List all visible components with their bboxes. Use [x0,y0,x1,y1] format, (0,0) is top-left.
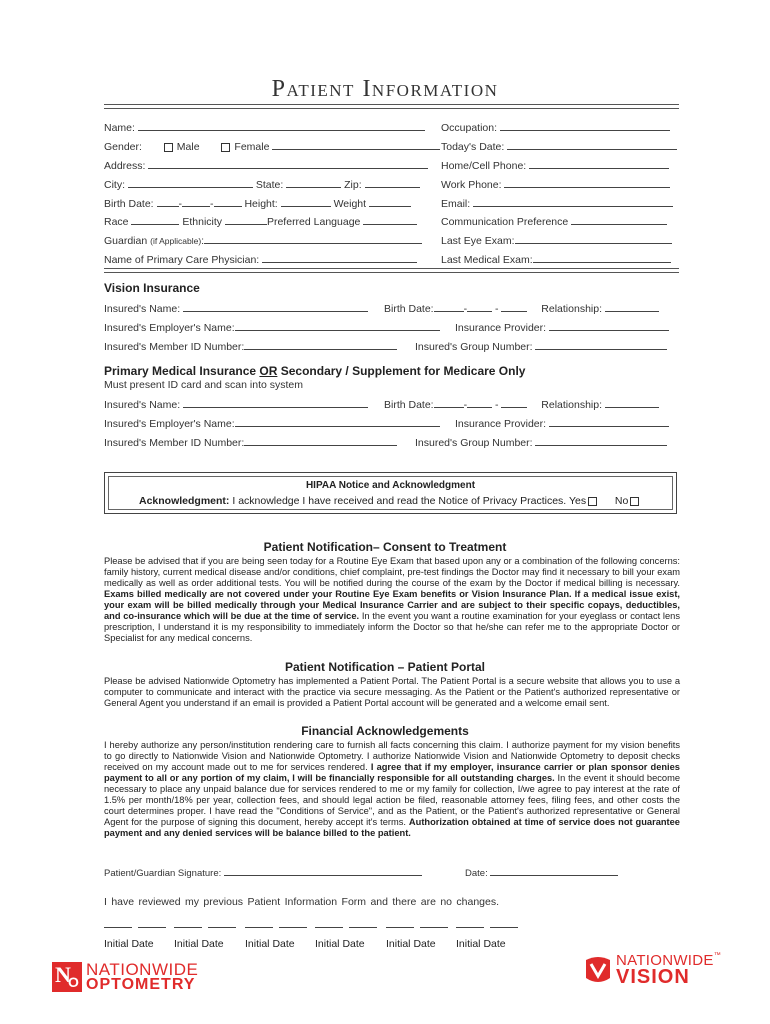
consent-text1: Please be advised that if you are being seen today for a Routine Eye Exam that based upon any or a combination of the following concerns: family history, current medical disease and/or conditions, chief complaint, pre-test findings the Doctor may find it necessary to bill your exam medically as well as order additional tests. You will be notified during the course of the exam by the Doctor if medical billing is necessary. [104,556,680,588]
last-eye-exam-label: Last Eye Exam: [441,235,515,247]
consent-bold1: Exams billed medically are not covered under your Routine Eye Exam benefits or Vision Insurance Plan. If a medical issue exist, your exam will be billed medically through your Medical Insurance Carrier and are subject to their specific copays, deductibles, and co-insurance which will be due at the time of service. [104,589,680,621]
guardian-label: Guardian [104,235,148,247]
title-divider [104,104,679,109]
medical-group-number-label: Insured's Group Number: [415,437,533,449]
initial-field[interactable] [456,917,484,928]
hipaa-no-checkbox[interactable] [630,497,639,506]
initials-area [104,915,534,950]
name-label: Name: [104,122,135,134]
vision-birth-day-field[interactable] [467,301,492,312]
date-label: Date [131,938,154,950]
financial-text2: In the event it should become necessary to place any unpaid balance due for services rendered to me or my family for collection, I/we agree to pay interest at the rate of 1.5% per month/18% per year, collection fees, and should legal action be filed, reasonable attorney fees, filing fees, and other costs the court determines proper. I have read the "Conditions of Service", and as the Patient, or the Patient's authorized representative or General Agent for the purpose of signing this document, hereby accept it's terms. [104,773,680,827]
initial-block [245,915,307,950]
todays-date-row [441,139,677,153]
hipaa-yes-label: Yes [568,495,587,507]
occupation-row [441,120,670,134]
vision-birth-month-field[interactable] [434,301,464,312]
medical-heading-or: OR [259,364,278,378]
vision-member-id-field[interactable] [244,339,397,350]
financial-heading: Financial Acknowledgements [301,724,469,738]
birth-date-label: Birth Date: [104,198,154,210]
home-cell-row [441,158,669,172]
financial-text1: I hereby authorize any person/institution rendering care to furnish all facts concerning this claim. I authorize payment for my vision benefits to go directly to Nationwide Vision and Nationwide Optometry. I authorize Nationwide Vision and Nationwide Optometry to deposit checks received on my account made out to me for services rendered. [104,740,680,772]
portal-heading: Patient Notification – Patient Portal [284,660,486,674]
guardian-row: Guardian (if Applicable): [104,233,422,247]
medical-employer-label: Insured's Employer's Name: [104,418,235,430]
vision-relationship-label: Relationship: [541,303,602,315]
todays-date-field[interactable] [507,139,677,150]
medical-relationship-field[interactable] [605,397,659,408]
medical-insured-name-label: Insured's Name: [104,399,181,411]
date-field[interactable] [208,917,236,928]
optometry-monogram-icon [52,962,82,992]
vision-birth-year-field[interactable] [501,301,527,312]
initial-label: Initial [456,938,481,950]
hipaa-no-label: No [614,495,629,507]
occupation-label: Occupation: [441,122,498,134]
initial-block [174,915,236,950]
patient-divider [104,268,679,273]
home-cell-label: Home/Cell Phone: [441,160,527,172]
financial-bold1: I agree that if my employer, insurance carrier or plan sponsor denies payment to all or any portion of my claim, I will be financially responsible for all outstanding charges. [104,762,680,783]
nationwide-vision-logo [584,952,722,988]
date-label: Date [483,938,506,950]
state-label: State: [255,179,284,191]
height-label: Height: [244,198,278,210]
date-field[interactable] [420,917,448,928]
male-checkbox[interactable] [164,143,173,152]
guardian-field[interactable] [204,233,422,244]
address-row [104,158,428,172]
monogram-o: O [68,974,79,990]
signature-row [104,865,422,879]
occupation-field[interactable] [500,120,670,131]
signature-label: Patient/Guardian Signature: [104,868,222,879]
hipaa-box [104,472,677,514]
medical-heading-part2: Secondary / Supplement for Medicare Only [277,364,526,378]
medical-group-number-row [415,435,667,449]
date-label: Date [413,938,436,950]
date-field[interactable] [138,917,166,928]
last-eye-exam-field[interactable] [515,233,672,244]
vision-provider-field[interactable] [549,320,669,331]
last-medical-exam-row [441,252,671,266]
initial-block [456,915,518,950]
last-eye-exam-row [441,233,672,247]
todays-date-label: Today's Date: [441,141,505,153]
address-label: Address: [104,160,146,172]
birth-day-field[interactable] [182,196,210,207]
female-label: Female [234,141,270,153]
initial-field[interactable] [315,917,343,928]
physician-row [104,252,417,266]
address-field[interactable] [148,158,428,169]
initial-field[interactable] [245,917,273,928]
financial-bold2: Authorization obtained at time of service does not guarantee payment and any denied services will be balance billed to the patient. [104,817,680,838]
medical-provider-field[interactable] [549,416,669,427]
vision-insured-name-row [104,301,368,315]
initial-field[interactable] [386,917,414,928]
signature-date-label: Date: [465,868,488,879]
vision-birth-date-row: Birth Date: - - Relationship: [384,301,659,315]
initial-label: Initial [245,938,270,950]
medical-member-id-row [104,435,397,449]
hipaa-yes-checkbox[interactable] [588,497,597,506]
medical-group-number-field[interactable] [535,435,667,446]
initial-block [315,915,377,950]
race-label: Race [104,216,129,228]
medical-member-id-field[interactable] [244,435,397,446]
vision-member-id-row [104,339,397,353]
financial-paragraph [104,740,680,839]
race-row [104,214,417,228]
signature-field[interactable] [224,865,422,876]
last-medical-exam-label: Last Medical Exam: [441,254,533,266]
medical-relationship-label: Relationship: [541,399,602,411]
zip-field[interactable] [365,177,420,188]
medical-provider-row [455,416,669,430]
date-label: Date [272,938,295,950]
vision-group-number-label: Insured's Group Number: [415,341,533,353]
ethnicity-field[interactable] [225,214,267,225]
city-label: City: [104,179,125,191]
medical-insured-name-row [104,397,368,411]
email-row [441,196,673,210]
date-field[interactable] [279,917,307,928]
initial-label: Initial [174,938,199,950]
hipaa-ack-row [139,495,643,507]
medical-insured-name-field[interactable] [183,397,368,408]
vision-employer-label: Insured's Employer's Name: [104,322,235,334]
monogram-n: N [55,962,71,987]
date-field[interactable] [490,917,518,928]
medical-employer-field[interactable] [235,416,440,427]
work-phone-row [441,177,670,191]
female-checkbox[interactable] [221,143,230,152]
email-label: Email: [441,198,471,210]
birth-month-field[interactable] [157,196,179,207]
medical-insurance-heading [104,364,525,378]
signature-date-field[interactable] [490,865,618,876]
date-label: Date [201,938,224,950]
vision-insured-name-label: Insured's Name: [104,303,181,315]
medical-birth-year-field[interactable] [501,397,527,408]
medical-birth-date-label: Birth Date: [384,399,434,411]
hipaa-ack-text: I acknowledge I have received and read the Notice of Privacy Practices. [229,495,567,507]
preferred-language-label: Preferred Language [266,216,361,228]
medical-birth-day-field[interactable] [467,397,492,408]
initial-field[interactable] [104,917,132,928]
weight-field[interactable] [369,196,411,207]
preferred-language-field[interactable] [363,214,417,225]
review-statement: I have reviewed my previous Patient Information Form and there are no changes. [104,896,500,908]
work-phone-field[interactable] [504,177,670,188]
initial-block [386,915,448,950]
vision-insurance-heading: Vision Insurance [104,281,200,295]
physician-label: Name of Primary Care Physician: [104,254,260,266]
consent-heading: Patient Notification– Consent to Treatment [263,540,507,554]
name-row [104,120,425,134]
initial-label: Initial [104,938,129,950]
medical-employer-row [104,416,440,430]
page-title: Patient Information [271,76,499,102]
vision-group-number-row [415,339,667,353]
signature-date-row [465,865,618,879]
vision-birth-date-label: Birth Date: [384,303,434,315]
initial-label: Initial [315,938,340,950]
zip-label: Zip: [344,179,362,191]
vision-line2: VISION [616,966,690,988]
email-field[interactable] [473,196,673,207]
gender-row [104,139,440,153]
home-cell-field[interactable] [529,158,669,169]
date-label: Date [342,938,365,950]
gender-field[interactable] [272,139,440,150]
physician-field[interactable] [262,252,417,263]
communication-pref-label: Communication Preference [441,216,569,228]
city-field[interactable] [128,177,253,188]
consent-paragraph [104,556,680,644]
medical-provider-label: Insurance Provider: [455,418,547,430]
initial-field[interactable] [174,917,202,928]
vision-member-id-label: Insured's Member ID Number: [104,341,245,353]
city-row [104,177,420,191]
birth-year-field[interactable] [214,196,242,207]
last-medical-exam-field[interactable] [533,252,671,263]
vision-group-number-field[interactable] [535,339,667,350]
vision-provider-label: Insurance Provider: [455,322,547,334]
vision-employer-row [104,320,440,334]
medical-heading-part1: Primary Medical Insurance [104,364,260,378]
birth-date-row: Birth Date: - - Height: Weight [104,196,411,210]
hipaa-title: HIPAA Notice and Acknowledgment [305,480,476,491]
date-field[interactable] [349,917,377,928]
weight-label: Weight [333,198,367,210]
optometry-line2: OPTOMETRY [86,976,196,993]
guardian-note: (if Applicable) [150,236,202,246]
height-field[interactable] [281,196,331,207]
vision-line1-text: NATIONWIDE [616,952,714,969]
state-field[interactable] [286,177,341,188]
vision-tm: ™ [713,952,722,959]
medical-birth-month-field[interactable] [434,397,464,408]
work-phone-label: Work Phone: [441,179,502,191]
portal-paragraph: Please be advised Nationwide Optometry has implemented a Patient Portal. The Patient Portal is a secure website that allows you to use a computer to communicate and interact with the practice via secure messaging. As the Patient or the Patient's authorized representative or General Agent you understand if an email is provided a Patient Portal account will be generated and a welcome email sent. [104,676,680,708]
initial-label: Initial [386,938,411,950]
consent-text2: In the event you want a routine examination for your eyeglass or contact lens prescription, I understand it is my responsibility to immediately inform the Doctor so that he/she can refer me to the appropriate Doctor or Specialist for any medical concerns. [104,611,680,643]
race-field[interactable] [131,214,179,225]
vision-employer-field[interactable] [235,320,440,331]
vision-insured-name-field[interactable] [183,301,368,312]
medical-birth-date-row: Birth Date: - - Relationship: [384,397,659,411]
ethnicity-label: Ethnicity [182,216,223,228]
communication-pref-field[interactable] [571,214,667,225]
vision-provider-row [455,320,669,334]
communication-row [441,214,667,228]
vision-relationship-field[interactable] [605,301,659,312]
hipaa-ack-label: Acknowledgment: [139,495,230,507]
male-label: Male [176,141,200,153]
optometry-line1: NATIONWIDE [86,960,199,979]
medical-member-id-label: Insured's Member ID Number: [104,437,245,449]
name-field[interactable] [138,120,425,131]
gender-label: Gender: [104,141,142,153]
medical-subheading: Must present ID card and scan into system [104,379,304,391]
nationwide-optometry-logo [52,960,212,994]
initial-block [104,915,166,950]
vision-emblem-icon [584,956,612,986]
